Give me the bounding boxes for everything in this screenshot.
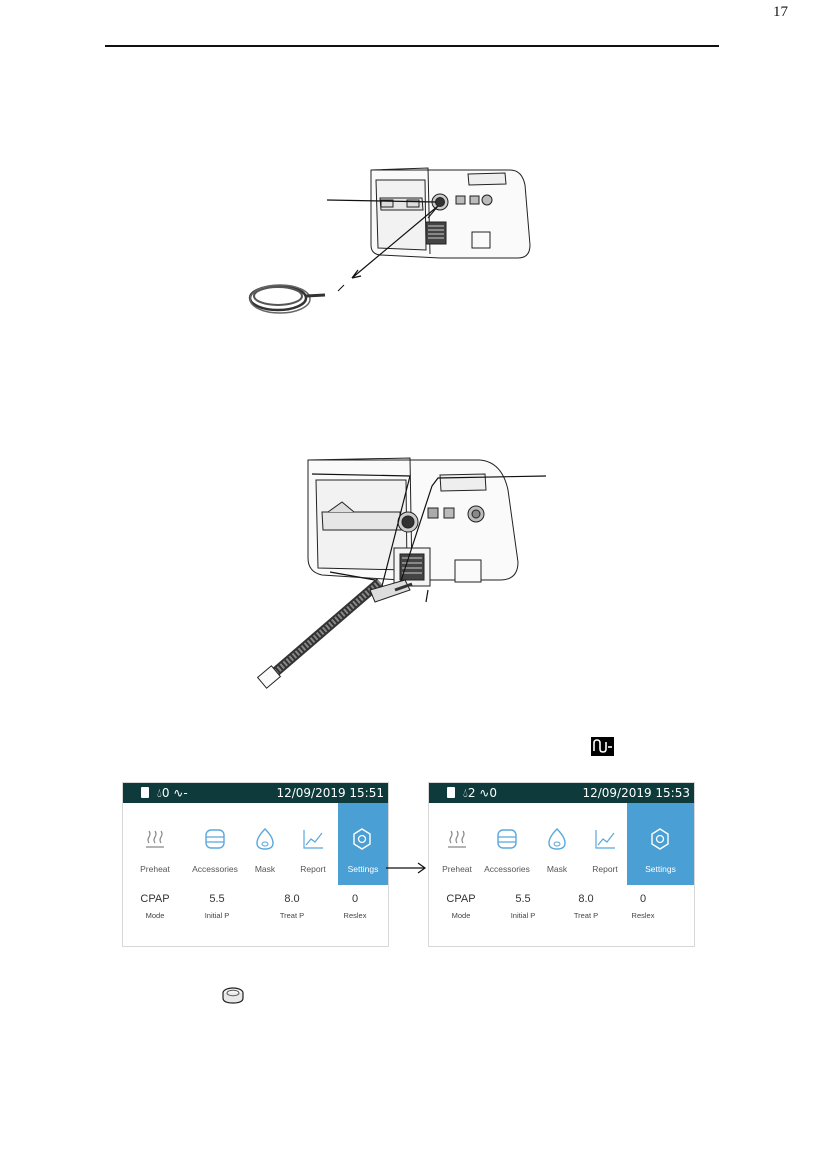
- page-number: 17: [773, 4, 788, 20]
- datetime: 12/09/2019 15:53: [582, 786, 690, 800]
- heated-tube-status-icon: ∿-: [173, 786, 188, 800]
- mode-value: CPAP: [140, 893, 170, 905]
- menu-item-settings[interactable]: Settings: [338, 803, 388, 885]
- menu-item-report[interactable]: Report: [289, 803, 337, 885]
- status-bar: [429, 783, 694, 803]
- humidity-icon: 💧︎: [157, 786, 162, 800]
- menu-item-accessories[interactable]: Accessories: [483, 803, 531, 885]
- humidity-level: 2: [467, 786, 476, 800]
- treat-p-value: 8.0: [578, 893, 594, 905]
- initial-p-label: Initial P: [510, 911, 536, 920]
- menu-item-mask[interactable]: Mask: [533, 803, 581, 885]
- initial-p-label: Initial P: [204, 911, 230, 920]
- datetime: 12/09/2019 15:51: [276, 786, 384, 800]
- device-figure-2: [250, 450, 560, 700]
- battery-icon: [447, 787, 455, 798]
- treat-p-label: Treat P: [573, 911, 599, 920]
- report-icon: [593, 827, 617, 851]
- treat-p-label: Treat P: [279, 911, 305, 920]
- menu-item-preheat[interactable]: Preheat: [131, 803, 179, 885]
- settings-icon: [350, 827, 374, 851]
- menu-item-accessories[interactable]: Accessories: [191, 803, 239, 885]
- settings-icon: [648, 827, 672, 851]
- header-rule: [105, 45, 719, 47]
- menu-item-preheat[interactable]: Preheat: [433, 803, 481, 885]
- initial-p-value: 5.5: [209, 893, 225, 905]
- menu-item-mask[interactable]: Mask: [241, 803, 289, 885]
- accessories-icon: [495, 827, 519, 851]
- menu-item-report[interactable]: Report: [581, 803, 629, 885]
- device-figure-1: [240, 150, 560, 340]
- parameter-row: [123, 887, 388, 946]
- accessories-icon: [203, 827, 227, 851]
- treat-p-value: 8.0: [284, 893, 300, 905]
- mask-icon: [253, 827, 277, 851]
- reslex-label: Reslex: [631, 911, 655, 920]
- heated-tube-status-icon: ∿0: [479, 786, 497, 800]
- report-icon: [301, 827, 325, 851]
- main-menu: [429, 803, 694, 885]
- device-screen-before: [122, 782, 389, 947]
- transition-arrow: [384, 862, 428, 874]
- initial-p-value: 5.5: [515, 893, 531, 905]
- reslex-label: Reslex: [343, 911, 367, 920]
- mode-label: Mode: [451, 911, 471, 920]
- mode-label: Mode: [145, 911, 165, 920]
- reslex-value: 0: [351, 893, 359, 905]
- reslex-value: 0: [639, 893, 647, 905]
- status-bar: [123, 783, 388, 803]
- mode-value: CPAP: [446, 893, 476, 905]
- battery-icon: [141, 787, 149, 798]
- preheat-icon: [143, 827, 167, 851]
- device-screen-after: [428, 782, 695, 947]
- parameter-row: [429, 887, 694, 946]
- preheat-icon: [445, 827, 469, 851]
- menu-item-settings[interactable]: Settings: [627, 803, 694, 885]
- heated-tube-icon: [591, 737, 614, 756]
- humidity-icon: 💧︎: [463, 786, 468, 800]
- humidity-level: 0: [161, 786, 170, 800]
- mask-icon: [545, 827, 569, 851]
- main-menu: [123, 803, 388, 885]
- rotary-knob-icon: [221, 986, 245, 1006]
